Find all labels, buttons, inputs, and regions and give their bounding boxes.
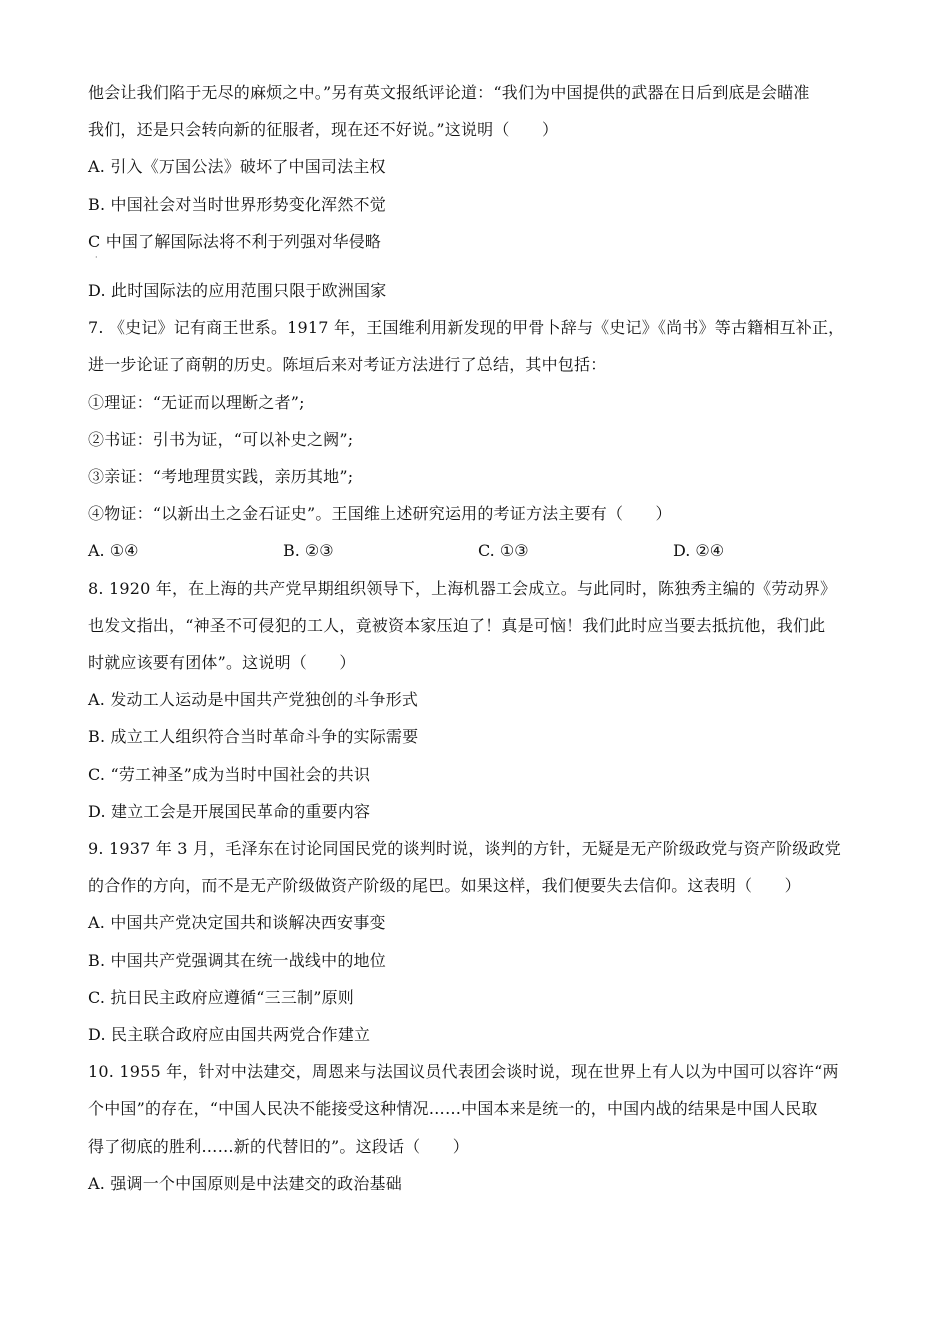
option-c[interactable]: C. “劳工神圣”成为当时中国社会的共识	[88, 764, 371, 784]
option-c[interactable]: C. 抗日民主政府应遵循“三三制”原则	[88, 987, 355, 1007]
question-text-line: 也发文指出，“神圣不可侵犯的工人，竟被资本家压迫了！真是可恼！我们此时应当要去抵抗他，我们此	[88, 615, 826, 635]
option-a[interactable]: A. 强调一个中国原则是中法建交的政治基础	[88, 1173, 402, 1193]
question-text-line: 得了彻底的胜利……新的代替旧的”。这段话（ ）	[88, 1136, 469, 1156]
option-c[interactable]: C. ①③	[478, 541, 529, 561]
question-text-line: 7. 《史记》记有商王世系。1917 年，王国维利用新发现的甲骨卜辞与《史记》《尚书》等古籍相互补正，	[88, 318, 845, 338]
question-text-line: 8. 1920 年，在上海的共产党早期组织领导下，上海机器工会成立。与此同时，陈独秀主编的《劳动界》	[88, 578, 837, 598]
question-text-line: 时就应该要有团体”。这说明（ ）	[88, 653, 356, 673]
question-10	[88, 1053, 868, 1202]
exam-page	[88, 74, 868, 1202]
option-b[interactable]: B. 中国社会对当时世界形势变化浑然不觉	[88, 194, 386, 214]
stray-mark: ·	[95, 253, 98, 263]
option-a[interactable]: A. 发动工人运动是中国共产党独创的斗争形式	[88, 690, 419, 710]
question-text-line: 的合作的方向，而不是无产阶级做资产阶级的尾巴。如果这样，我们便要失去信仰。这表明（ ）	[88, 876, 801, 896]
option-a[interactable]: A. 中国共产党决定国共和谈解决西安事变	[88, 913, 386, 933]
options-row	[88, 532, 868, 569]
option-d[interactable]: D. 民主联合政府应由国共两党合作建立	[88, 1025, 371, 1045]
question-text-line: 进一步论证了商朝的历史。陈垣后来对考证方法进行了总结，其中包括：	[88, 355, 607, 375]
question-text-line: ②书证：引书为证，“可以补史之阙”;	[88, 429, 354, 449]
question-text-line: 10. 1955 年，针对中法建交，周恩来与法国议员代表团会谈时说，现在世界上有人以为中国可以容许“两	[88, 1062, 839, 1082]
option-b[interactable]: B. 成立工人组织符合当时革命斗争的实际需要	[88, 727, 419, 747]
option-b[interactable]: B. 中国共产党强调其在统一战线中的地位	[88, 950, 386, 970]
question-text-line: ③亲证：“考地理贯实践，亲历其地”;	[88, 467, 354, 487]
option-d[interactable]: D. ②④	[673, 541, 725, 561]
question-text-line: 他会让我们陷于无尽的麻烦之中。”另有英文报纸评论道：“我们为中国提供的武器在日后到底是会瞄准	[88, 83, 810, 102]
question-text-line: ④物证：“以新出土之金石证史”。王国维上述研究运用的考证方法主要有（ ）	[88, 504, 672, 524]
question-text-line: 9. 1937 年 3 月，毛泽东在讨论同国民党的谈判时说，谈判的方针，无疑是无产阶级政党与资产阶级政党	[88, 839, 841, 859]
question-text-line: 个中国”的存在，“中国人民决不能接受这种情况……中国本来是统一的，中国内战的结果是中国人民取	[88, 1099, 818, 1119]
question-7	[88, 309, 868, 569]
option-d[interactable]: D. 此时国际法的应用范围只限于欧洲国家	[88, 281, 387, 301]
question-6-continuation	[88, 74, 868, 309]
option-a[interactable]: A. ①④	[88, 541, 139, 561]
question-8	[88, 570, 868, 830]
option-d[interactable]: D. 建立工会是开展国民革命的重要内容	[88, 801, 371, 821]
option-c[interactable]: C 中国了解国际法将不利于列强对华侵略	[88, 231, 382, 251]
option-b[interactable]: B. ②③	[283, 541, 334, 561]
question-text-line: ①理证：“无证而以理断之者”;	[88, 392, 305, 412]
stray-mark-gap	[88, 253, 868, 272]
question-9	[88, 830, 868, 1053]
option-a[interactable]: A. 引入《万国公法》破坏了中国司法主权	[88, 157, 386, 177]
question-text-line: 我们，还是只会转向新的征服者，现在还不好说。”这说明（ ）	[88, 120, 559, 140]
